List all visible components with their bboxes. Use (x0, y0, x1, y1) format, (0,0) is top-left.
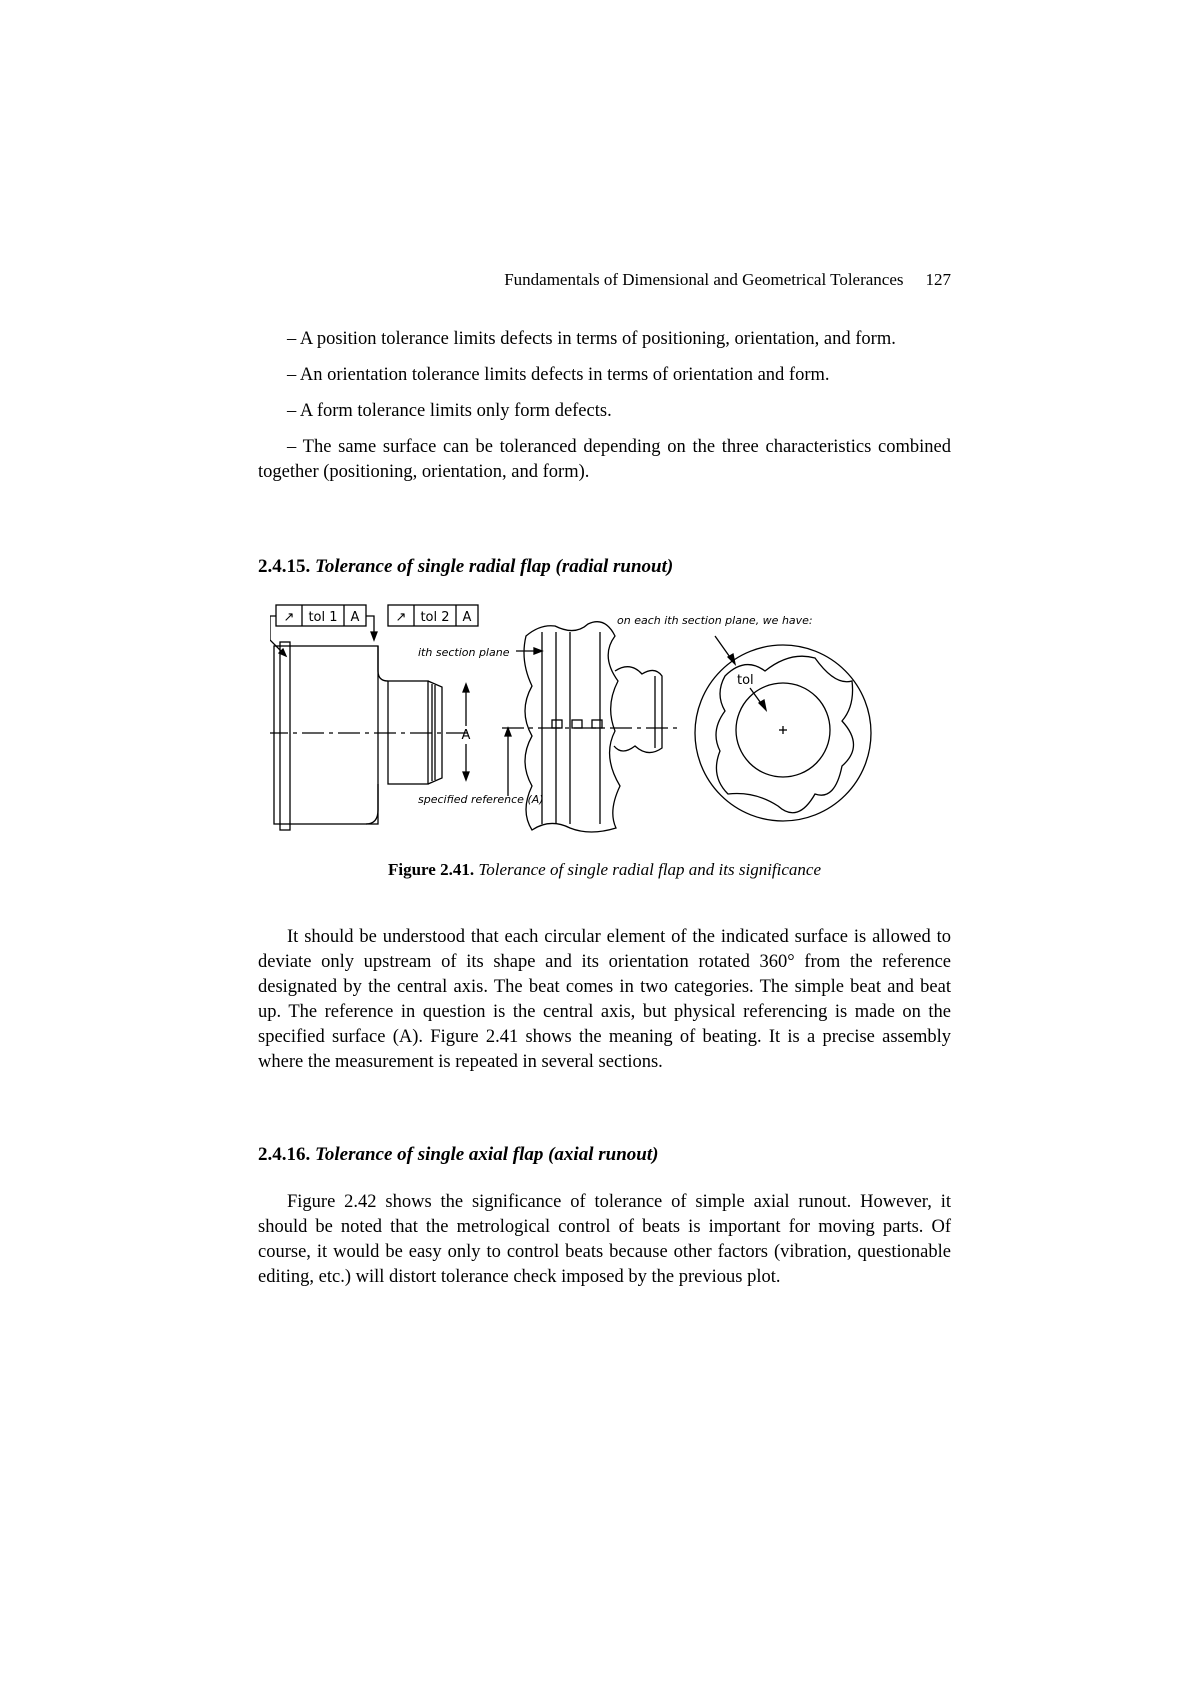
frame1-tolerance: tol 1 (308, 610, 338, 625)
caption-text: Tolerance of single radial flap and its significance (478, 860, 822, 879)
running-title: Fundamentals of Dimensional and Geometrical Tolerances (504, 270, 904, 289)
tol-label: tol (737, 673, 754, 688)
section-heading-2-4-16 (258, 1144, 951, 1166)
body-paragraph: It should be understood that each circular element of the indicated surface is allowed to deviate only upstream of its shape and its orientation rotated 360° from the reference designated by the central axis. The beat comes in two categories. The simple beat and beat up. The reference in question is the central axis, but physical referencing is made on the specified surface (A). Figure 2.41 shows the meaning of beating. It is a precise assembly where the measurement is repeated in several sections. (258, 927, 951, 1072)
intro-list (258, 327, 951, 485)
frame2-datum: A (462, 610, 472, 625)
feature-control-frame-1 (276, 605, 366, 626)
section-view (418, 622, 682, 832)
runout-icon: ↗ (395, 610, 407, 625)
feature-control-frame-2 (388, 605, 478, 626)
section-title: Tolerance of single axial flap (axial runout) (315, 1144, 659, 1165)
figure-2-41 (270, 596, 940, 846)
runout-icon: ↗ (283, 610, 295, 625)
section-title: Tolerance of single radial flap (radial runout) (315, 556, 674, 577)
each-plane-label: on each ith section plane, we have: (617, 614, 813, 627)
section-heading-2-4-15 (258, 556, 951, 578)
intro-paragraph: – The same surface can be toleranced depending on the three characteristics combined together (positioning, orientation, and form). (258, 437, 951, 482)
datum-a-label: A (461, 728, 471, 743)
figure-caption (258, 860, 951, 880)
page-number: 127 (925, 270, 951, 289)
section-number: 2.4.15. (258, 556, 311, 577)
frame1-datum: A (350, 610, 360, 625)
intro-paragraph: – An orientation tolerance limits defects in terms of orientation and form. (287, 365, 830, 385)
body-paragraph: Figure 2.42 shows the significance of tolerance of simple axial runout. However, it should be noted that the metrological control of beats is important for moving parts. Of course, it would be easy only to control beats because other factors (vibration, questionable editing, etc.) will distort tolerance check imposed by the previous plot. (258, 1192, 951, 1287)
body-paragraph-2-block (258, 1190, 951, 1290)
caption-number: Figure 2.41. (387, 860, 475, 879)
intro-paragraph: – A form tolerance limits only form defects. (287, 401, 612, 421)
body-paragraph-1-block (258, 925, 951, 1075)
running-head (258, 270, 951, 290)
section-plane-label: ith section plane (418, 646, 510, 659)
frame2-tolerance: tol 2 (420, 610, 450, 625)
specified-reference-label: specified reference (A) (418, 793, 544, 806)
section-number: 2.4.16. (258, 1144, 311, 1165)
intro-paragraph: – A position tolerance limits defects in terms of positioning, orientation, and form. (287, 329, 896, 349)
